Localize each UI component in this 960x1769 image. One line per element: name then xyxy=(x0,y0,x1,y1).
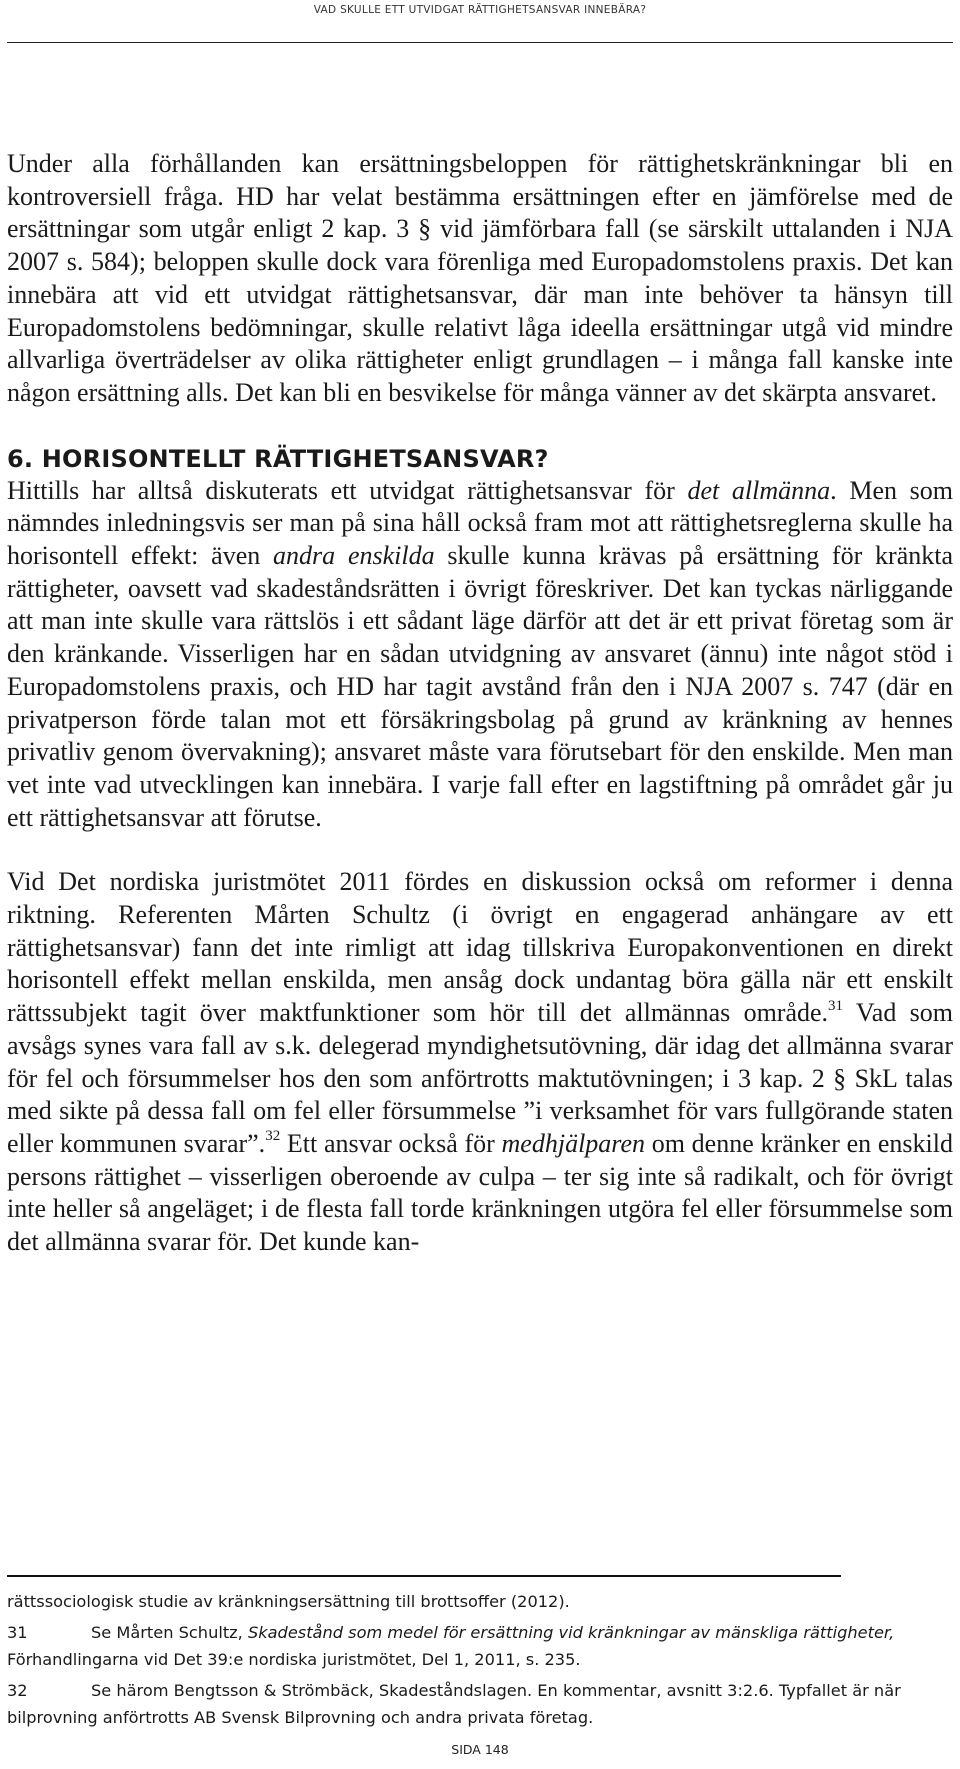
emphasis-medhjalparen: medhjälparen xyxy=(501,1128,645,1158)
paragraph-2-text-b: . Men som nämndes inledningsvis ser man på sina håll också fram mot att rättighetsreglerna skulle ha horisontell effekt: även xyxy=(7,475,954,571)
footnote-number: 32 xyxy=(7,1681,28,1700)
footnote-31-text-b: Förhandlingarna vid Det 39:e nordiska juristmötet, Del 1, 2011, s. 235. xyxy=(7,1650,581,1669)
paragraph-2-text-a: Hittills har alltså diskuterats ett utvidgat rättighetsansvar för xyxy=(7,475,688,505)
paragraph-3 xyxy=(7,866,953,1258)
paragraph-3-text-c: Ett ansvar också för xyxy=(280,1128,502,1158)
footnote-32-text: Se härom Bengtsson & Strömbäck, Skadeståndslagen. En kommentar, avsnitt 3:2.6. Typfallet är när bilprovning anförtrotts AB Svensk Bilprovning och andra privata företag. xyxy=(7,1681,901,1727)
paragraph-3-text-b: Vad som avsågs synes vara fall av s.k. delegerad myndighetsutövning, där idag det allmänna svarar för fel och försummelser hos den som anförtrotts maktutövningen; i 3 kap. 2 § SkL talas med sikte på dessa fall om fel eller försummelse ”i verksamhet för vars fullgörande staten eller kommunen svarar”. xyxy=(7,998,953,1158)
paragraph-2-text-c: skulle kunna krävas på ersättning för kränkta rättigheter, oavsett vad skadeståndsrätten i övrigt föreskriver. Det kan tyckas närliggande att man inte skulle vara rättslös i ett sådant läge därför att det är ett privat företag som är den kränkande. Visserligen har en sådan utvidgning av ansvaret (ännu) inte något stöd i Europadomstolens praxis, och HD har tagit avstånd från den i NJA 2007 s. 747 (där en privatperson förde talan mot ett försäkringsbolag på grund av kränkning av hennes privatliv genom övervakning); ansvaret måste vara förutsebart för den enskilde. Men man vet inte vad utvecklingen kan innebära. I varje fall efter en lagstiftning på området går ju ett rättighetsansvar att förutse. xyxy=(7,541,953,832)
footnote-ref-31[interactable]: 31 xyxy=(828,997,844,1014)
paragraph-3-text-d: om denne kränker en enskild persons rättighet – visserligen oberoende av culpa – ter sig inte så radikalt, och för övrigt inte heller så angeläget; i de flesta fall torde kränkningen utgöra fel eller försummelse som det allmänna svarar för. Det kunde kan- xyxy=(7,1128,953,1257)
body-text xyxy=(7,148,953,1259)
running-header: VAD SKULLE ETT UTVIDGAT RÄTTIGHETSANSVAR INNEBÄRA? xyxy=(313,4,647,16)
emphasis-andra-enskilda: andra enskilda xyxy=(273,541,435,571)
footnote-carryover: rättssociologisk studie av kränkningsersättning till brottsoffer (2012). xyxy=(7,1592,570,1611)
header-rule xyxy=(7,42,953,43)
footnote-32 xyxy=(7,1677,953,1731)
spacer xyxy=(7,410,953,443)
paragraph-3-text-a: Vid Det nordiska juristmötet 2011 fördes en diskussion också om reformer i denna riktning. Referenten Mårten Schultz (i övrigt en engagerad anhängare av ett rättighetsansvar) fann det inte rimligt att idag tillskriva Europakonventionen en direkt horisontell effekt mellan enskilda, men ansåg dock undantag böra gälla när ett enskilt rättssubjekt tagit över maktfunktioner som hör till det allmännas område. xyxy=(7,867,953,1028)
paragraph-2 xyxy=(7,475,953,835)
footnote-31-title: Skadestånd som medel för ersättning vid kränkningar av mänskliga rättigheter, xyxy=(247,1623,895,1642)
paragraph-1: Under alla förhållanden kan ersättningsbeloppen för rättighetskränkningar bli en kontroversiell fråga. HD har velat bestämma ersättningen efter en jämförelse med de ersättningar som utgår enligt 2 kap. 3 § vid jämförbara fall (se särskilt uttalanden i NJA 2007 s. 584); beloppen skulle dock vara förenliga med Europadomstolens praxis. Det kan innebära att vid ett utvidgat rättighetsansvar, där man inte behöver ta hänsyn till Europadomstolens bedömningar, skulle relativt låga ideella ersättningar utgå vid mindre allvarliga överträdelser av olika rättigheter enligt grundlagen – i många fall kanske inte någon ersättning alls. Det kan bli en besvikelse för många vänner av det skärpta ansvaret. xyxy=(7,149,953,407)
page-number: SIDA 148 xyxy=(451,1742,509,1757)
footnote-rule xyxy=(7,1575,841,1577)
footnote-31-text-a: Se Mårten Schultz, xyxy=(91,1623,248,1642)
section-heading: 6. HORISONTELLT RÄTTIGHETSANSVAR? xyxy=(7,444,549,473)
footnote-number: 31 xyxy=(7,1623,28,1642)
footnote-ref-32[interactable]: 32 xyxy=(265,1128,281,1145)
spacer xyxy=(7,834,953,866)
footnotes xyxy=(7,1588,953,1731)
footnote-31 xyxy=(7,1619,953,1673)
emphasis-det-allmanna: det allmänna xyxy=(687,475,831,505)
